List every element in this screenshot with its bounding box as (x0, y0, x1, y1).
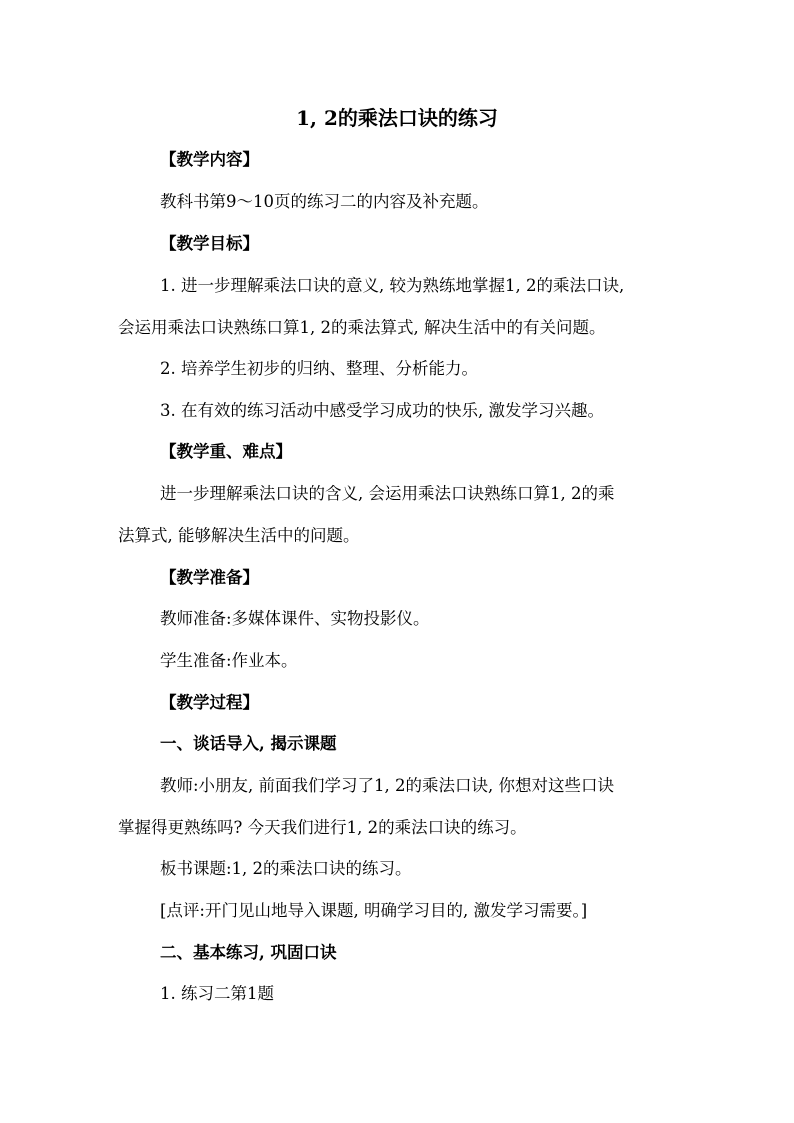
heading-preparation: 【教学准备】 (160, 568, 259, 587)
paragraph: 学生准备:作业本。 (160, 651, 298, 670)
paragraph: 掌握得更熟练吗? 今天我们进行1, 2的乘法口诀的练习。 (118, 818, 527, 837)
paragraph: 教科书第9～10页的练习二的内容及补充题。 (160, 192, 489, 211)
document-title: 1, 2的乘法口诀的练习 (296, 106, 498, 130)
paragraph: 教师:小朋友, 前面我们学习了1, 2的乘法口诀, 你想对这些口诀 (160, 776, 615, 795)
heading-teaching-goals: 【教学目标】 (160, 234, 259, 253)
paragraph: 板书课题:1, 2的乘法口诀的练习。 (160, 859, 412, 878)
paragraph: 1. 进一步理解乘法口诀的意义, 较为熟练地掌握1, 2的乘法口诀, (160, 276, 625, 295)
heading-part-two: 二、基本练习, 巩固口诀 (160, 943, 337, 962)
heading-teaching-content: 【教学内容】 (160, 150, 259, 169)
paragraph: 1. 练习二第1题 (160, 984, 274, 1003)
paragraph: 会运用乘法口诀熟练口算1, 2的乘法算式, 解决生活中的有关问题。 (118, 318, 606, 337)
heading-key-points: 【教学重、难点】 (160, 442, 292, 461)
paragraph: 进一步理解乘法口诀的含义, 会运用乘法口诀熟练口算1, 2的乘 (160, 484, 615, 503)
paragraph: 教师准备:多媒体课件、实物投影仪。 (160, 609, 430, 628)
paragraph: 3. 在有效的练习活动中感受学习成功的快乐, 激发学习兴趣。 (160, 401, 604, 420)
paragraph: 2. 培养学生初步的归纳、整理、分析能力。 (160, 359, 478, 378)
heading-process: 【教学过程】 (160, 693, 259, 712)
comment-paragraph: [点评:开门见山地导入课题, 明确学习目的, 激发学习需要。] (160, 901, 588, 920)
paragraph: 法算式, 能够解决生活中的问题。 (118, 526, 360, 545)
heading-part-one: 一、谈话导入, 揭示课题 (160, 734, 337, 753)
